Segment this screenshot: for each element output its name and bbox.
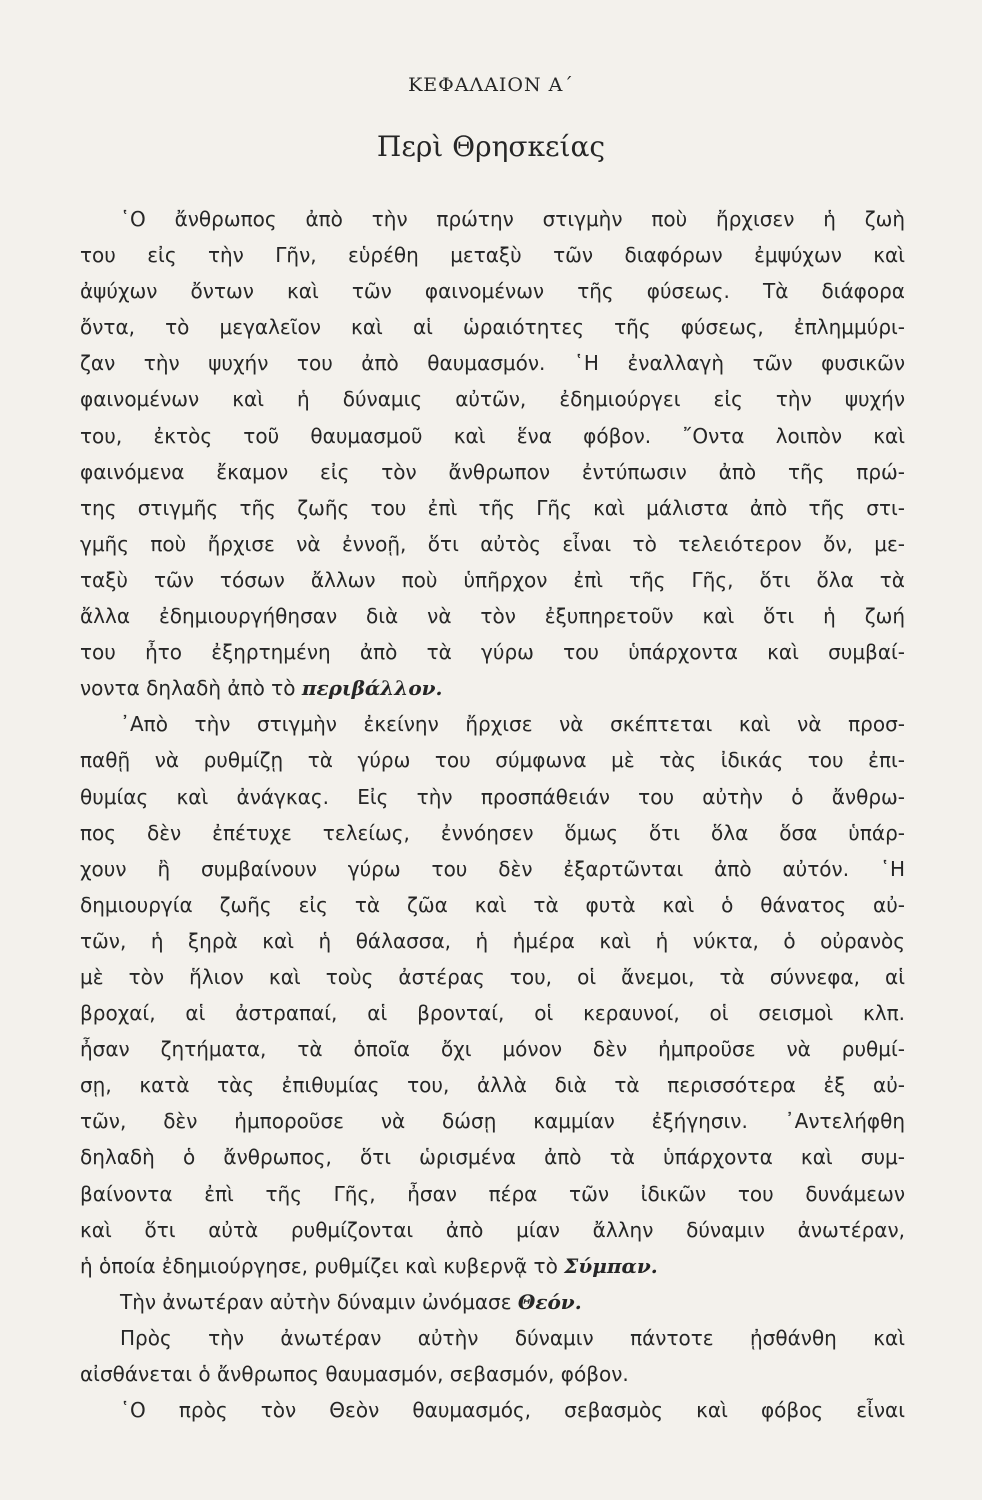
text-line: χουν ἢ συμβαίνουν γύρω του δὲν ἐξαρτῶνται ἀπὸ αὐτόν. ῾Η: [80, 856, 905, 881]
emphasized-term: περιβάλλον.: [301, 676, 443, 701]
text-line: [80, 670, 905, 706]
text-line: καὶ ὅτι αὐτὰ ρυθμίζονται ἀπὸ μίαν ἄλλην δύναμιν ἀνωτέραν,: [80, 1217, 905, 1242]
text-line: ταξὺ τῶν τόσων ἄλλων ποὺ ὑπῆρχον ἐπὶ τῆς Γῆς, ὅτι ὅλα τὰ: [80, 567, 905, 592]
text-line: φαινομένων καὶ ἡ δύναμις αὐτῶν, ἐδημιούργει εἰς τὴν ψυχήν: [80, 387, 905, 412]
emphasized-term: Σύμπαν.: [564, 1253, 658, 1278]
text-line: Πρὸς τὴν ἀνωτέραν αὐτὴν δύναμιν πάντοτε ᾐσθάνθη καὶ: [120, 1325, 905, 1350]
text-fragment: ἡ ὁποία ἐδημιούργησε, ρυθμίζει καὶ κυβερνᾷ τὸ: [80, 1253, 565, 1278]
text-line: ᾿Απὸ τὴν στιγμὴν ἐκείνην ἤρχισε νὰ σκέπτεται καὶ νὰ προσ-: [120, 712, 905, 737]
text-line: ῾Ο πρὸς τὸν Θεὸν θαυμασμός, σεβασμὸς καὶ φόβος εἶναι: [120, 1398, 905, 1423]
text-line: ζαν τὴν ψυχήν του ἀπὸ θαυμασμόν. ῾Η ἐναλλαγὴ τῶν φυσικῶν: [80, 351, 905, 376]
text-line: δημιουργία ζωῆς εἰς τὰ ζῶα καὶ τὰ φυτὰ καὶ ὁ θάνατος αὐ-: [80, 892, 905, 917]
text-line: ἀψύχων ὄντων καὶ τῶν φαινομένων τῆς φύσεως. Τὰ διάφορα: [80, 279, 905, 304]
text-line: [80, 1248, 905, 1284]
text-fragment: Τὴν ἀνωτέραν αὐτὴν δύναμιν ὠνόμασε: [120, 1289, 518, 1314]
text-line: [80, 1284, 905, 1320]
chapter-title: Περὶ Θρησκείας: [376, 130, 606, 163]
text-fragment: νοντα δηλαδὴ ἀπὸ τὸ: [80, 676, 302, 701]
chapter-label: ΚΕΦΑΛΑΙΟΝ Α΄: [408, 74, 574, 96]
text-line: πος δὲν ἐπέτυχε τελείως, ἐννόησεν ὅμως ὅτι ὅλα ὅσα ὑπάρ-: [80, 820, 905, 845]
body-text: [80, 201, 905, 1428]
text-line: τῶν, ἡ ξηρὰ καὶ ἡ θάλασσα, ἡ ἡμέρα καὶ ἡ νύκτα, ὁ οὐρανὸς: [80, 928, 905, 953]
text-line: μὲ τὸν ἥλιον καὶ τοὺς ἀστέρας του, οἱ ἄνεμοι, τὰ σύννεφα, αἱ: [80, 964, 905, 989]
text-line: αἰσθάνεται ὁ ἄνθρωπος θαυμασμόν, σεβασμόν, φόβον.: [80, 1362, 629, 1386]
text-line: βροχαί, αἱ ἀστραπαί, αἱ βρονταί, οἱ κεραυνοί, οἱ σεισμοὶ κλπ.: [80, 1001, 905, 1026]
text-line: φαινόμενα ἔκαμον εἰς τὸν ἄνθρωπον ἐντύπωσιν ἀπὸ τῆς πρώ-: [80, 459, 905, 484]
text-line: βαίνοντα ἐπὶ τῆς Γῆς, ἦσαν πέρα τῶν ἰδικῶν του δυνάμεων: [80, 1181, 905, 1206]
text-line: γμῆς ποὺ ἤρχισε νὰ ἐννοῇ, ὅτι αὐτὸς εἶναι τὸ τελειότερον ὄν, με-: [80, 531, 905, 556]
text-line: του ἦτο ἐξηρτημένη ἀπὸ τὰ γύρω του ὑπάρχοντα καὶ συμβαί-: [80, 640, 905, 665]
text-line: ῾Ο ἄνθρωπος ἀπὸ τὴν πρώτην στιγμὴν ποὺ ἤρχισεν ἡ ζωὴ: [120, 207, 905, 231]
text-line: του, ἐκτὸς τοῦ θαυμασμοῦ καὶ ἕνα φόβον. ῎Οντα λοιπὸν καὶ: [80, 423, 905, 448]
text-line: του εἰς τὴν Γῆν, εὑρέθη μεταξὺ τῶν διαφόρων ἐμψύχων καὶ: [80, 243, 905, 268]
text-line: τῶν, δὲν ἠμποροῦσε νὰ δώσῃ καμμίαν ἐξήγησιν. ᾿Αντελήφθη: [80, 1109, 905, 1134]
text-line: ὄντα, τὸ μεγαλεῖον καὶ αἱ ὡραιότητες τῆς φύσεως, ἐπλημμύρι-: [80, 315, 905, 340]
text-line: σῃ, κατὰ τὰς ἐπιθυμίας του, ἀλλὰ διὰ τὰ περισσότερα ἐξ αὐ-: [80, 1073, 905, 1098]
text-line: της στιγμῆς τῆς ζωῆς του ἐπὶ τῆς Γῆς καὶ μάλιστα ἀπὸ τῆς στι-: [80, 495, 905, 520]
text-line: δηλαδὴ ὁ ἄνθρωπος, ὅτι ὡρισμένα ἀπὸ τὰ ὑπάρχοντα καὶ συμ-: [80, 1145, 905, 1170]
text-line: παθῇ νὰ ρυθμίζῃ τὰ γύρω του σύμφωνα μὲ τὰς ἰδικάς του ἐπι-: [80, 748, 905, 773]
text-line: ἄλλα ἐδημιουργήθησαν διὰ νὰ τὸν ἐξυπηρετοῦν καὶ ὅτι ἡ ζωή: [80, 604, 905, 629]
text-line: ἦσαν ζητήματα, τὰ ὁποῖα ὄχι μόνον δὲν ἠμπροῦσε νὰ ρυθμί-: [80, 1037, 905, 1062]
text-line: θυμίας καὶ ἀνάγκας. Εἰς τὴν προσπάθειάν του αὐτὴν ὁ ἄνθρω-: [80, 784, 905, 809]
emphasized-term: Θεόν.: [517, 1289, 582, 1314]
